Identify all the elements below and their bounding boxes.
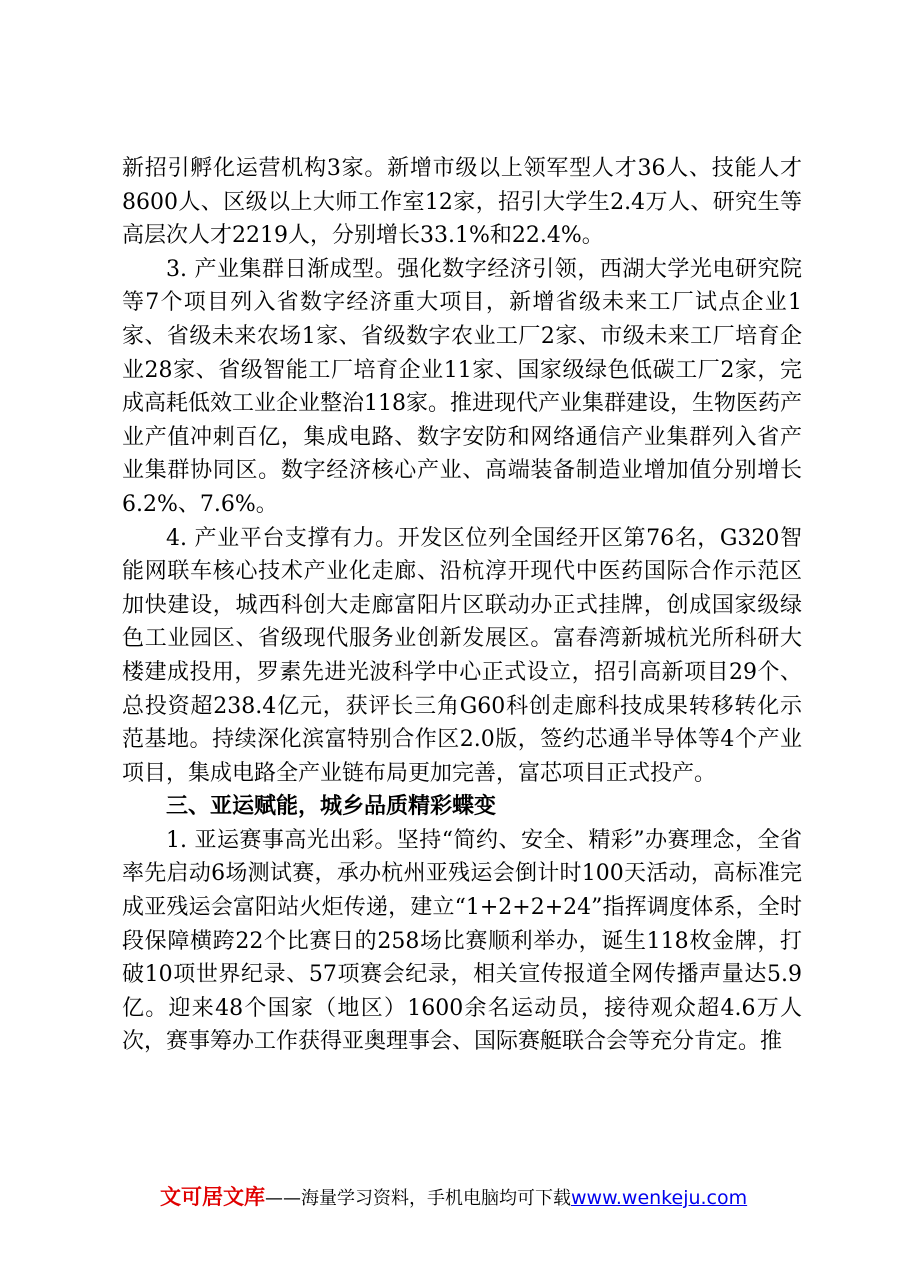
paragraph-asian-games: 1. 亚运赛事高光出彩。坚持“简约、安全、精彩”办赛理念，全省率先启动6场测试赛，承办杭州亚残运会倒计时100天活动，高标准完成亚残运会富阳站火炬传递，建立“1+2+2+24”指挥调度体系，全时段保障横跨22个比赛日的258场比赛顺利举办，诞生118枚金牌，打破10项世界纪录、57项赛会纪录，相关宣传报道全网传播声量达5.9亿。迎来48个国家（地区）1600余名运动员，接待观众超4.6万人次，赛事筹办工作获得亚奥理事会、国际赛艇联合会等充分肯定。推 xyxy=(122,827,802,1055)
footer-banner xyxy=(160,1182,800,1212)
section-heading: 三、亚运赋能，城乡品质精彩蝶变 xyxy=(166,793,497,820)
footer-tagline: ——海量学习资料，手机电脑均可下载 xyxy=(265,1188,571,1209)
footer-brand: 文可居文库 xyxy=(160,1185,265,1209)
paragraph-industry-cluster: 3. 产业集群日渐成型。强化数字经济引领，西湖大学光电研究院等7个项目列入省数字经济重大项目，新增省级未来工厂试点企业1家、省级未来农场1家、省级数字农业工厂2家、市级未来工厂培育企业28家、省级智能工厂培育企业11家、国家级绿色低碳工厂2家，完成高耗低效工业企业整治118家。推进现代产业集群建设，生物医药产业产值冲刺百亿，集成电路、数字安防和网络通信产业集群列入省产业集群协同区。数字经济核心产业、高端装备制造业增加值分别增长6.2%、7.6%。 xyxy=(122,256,802,517)
footer-website-link[interactable]: www.wenkeju.com xyxy=(571,1187,748,1209)
paragraph-talent: 新招引孵化运营机构3家。新增市级以上领军型人才36人、技能人才8600人、区级以上大师工作室12家，招引大学生2.4万人、研究生等高层次人才2219人，分别增长33.1%和22.4%。 xyxy=(122,156,802,249)
document-body xyxy=(122,152,802,1059)
paragraph-industry-platform: 4. 产业平台支撑有力。开发区位列全国经开区第76名，G320智能网联车核心技术产业化走廊、沿杭淳开现代中医药国际合作示范区加快建设，城西科创大走廊富阳片区联动办正式挂牌，创成国家级绿色工业园区、省级现代服务业创新发展区。富春湾新城杭光所科研大楼建成投用，罗素先进光波科学中心正式设立，招引高新项目29个、总投资超238.4亿元，获评长三角G60科创走廊科技成果转移转化示范基地。持续深化滨富特别合作区2.0版，签约芯通半导体等4个产业项目，集成电路全产业链布局更加完善，富芯项目正式投产。 xyxy=(122,525,802,786)
